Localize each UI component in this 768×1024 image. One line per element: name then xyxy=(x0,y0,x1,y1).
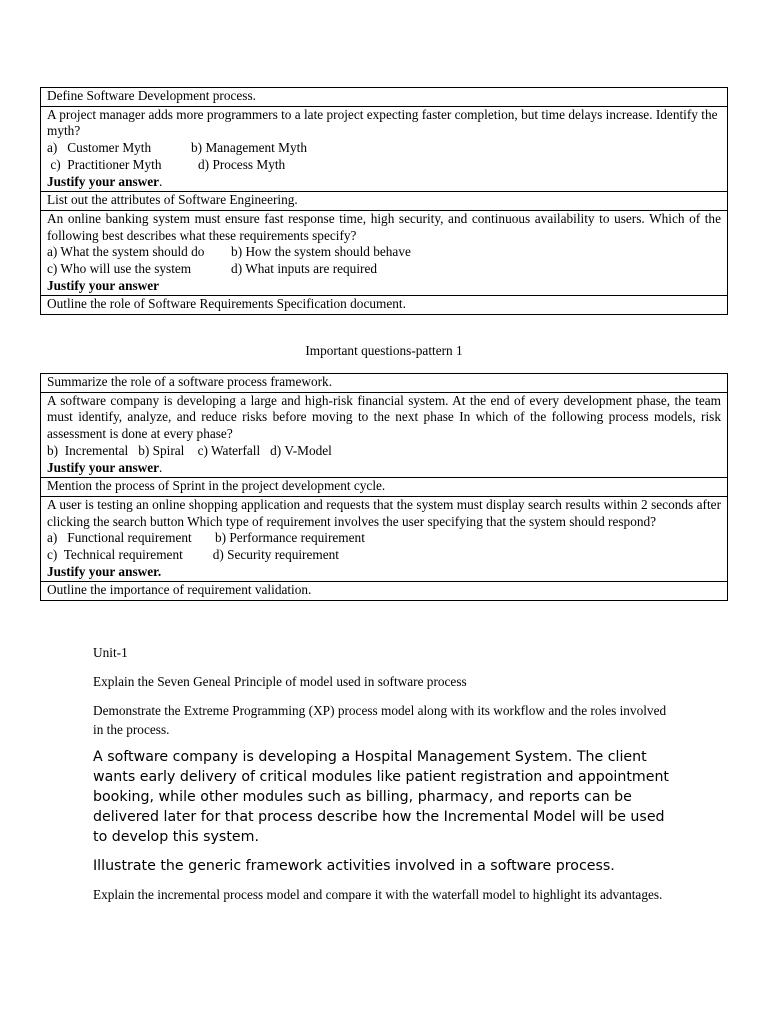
question-cell xyxy=(41,106,728,192)
question-cell: Outline the role of Software Requirements Specification document. xyxy=(41,296,728,315)
unit-question: Illustrate the generic framework activities involved in a software process. xyxy=(93,858,615,874)
table-row xyxy=(41,496,728,582)
question-text: A software company is developing a large and high-risk financial system. At the end of every development phase, the team must identify, analyze, and reduce risks before moving to the next phase In which of the following process models, risk assessment is done at every phase? xyxy=(47,392,721,442)
question-cell: Outline the importance of requirement validation. xyxy=(41,582,728,601)
justify-label: Justify your answer. xyxy=(47,563,162,579)
table-row xyxy=(41,88,728,107)
unit-heading: Unit-1 xyxy=(93,645,128,660)
justify-line xyxy=(47,460,721,477)
question-cell xyxy=(41,392,728,478)
justify-line xyxy=(47,174,721,191)
table-row xyxy=(41,296,728,315)
table-row xyxy=(41,192,728,211)
option-row: a) What the system should do b) How the system should behave xyxy=(47,244,411,260)
option-row: c) Practitioner Myth d) Process Myth xyxy=(47,156,286,172)
table-row xyxy=(41,392,728,478)
question-cell xyxy=(41,496,728,582)
justify-label: Justify your answer xyxy=(47,173,160,189)
unit-question: Demonstrate the Extreme Programming (XP) process model along with its workflow and the roles involved in the process. xyxy=(93,703,667,737)
justify-label: Justify your answer xyxy=(47,277,160,293)
section-caption: Important questions-pattern 1 xyxy=(305,343,463,358)
unit-question: A software company is developing a Hospital Management System. The client wants early delivery of critical modules like patient registration and appointment booking, while other modules such as billing, pharmacy, and reports can be delivered later for that process describe how the Incremental Model will be used to develop this system. xyxy=(93,749,669,845)
question-text: An online banking system must ensure fast response time, high security, and continuous availability to users. Which of the following best describes what these requirements specify? xyxy=(47,210,721,243)
unit-question: Explain the incremental process model and compare it with the waterfall model to highlight its advantages. xyxy=(93,887,663,902)
question-cell: Summarize the role of a software process framework. xyxy=(41,374,728,393)
question-text: A project manager adds more programmers to a late project expecting faster completion, but time delays increase. Identify the myth? xyxy=(47,106,718,139)
question-cell: List out the attributes of Software Engineering. xyxy=(41,192,728,211)
table-row xyxy=(41,210,728,296)
option-row: a) Functional requirement b) Performance requirement xyxy=(47,530,365,546)
option-row: a) Customer Myth b) Management Myth xyxy=(47,140,307,156)
table-row xyxy=(41,582,728,601)
justify-period: . xyxy=(159,173,163,189)
table-row xyxy=(41,478,728,497)
question-text: A user is testing an online shopping application and requests that the system must display search results within 2 seconds after clicking the search button Which type of requirement involves the user specifying that the system should respond? xyxy=(47,496,721,529)
question-table-2 xyxy=(40,373,728,601)
justify-label: Justify your answer xyxy=(47,459,160,475)
question-table-1 xyxy=(40,87,728,315)
table-row xyxy=(41,106,728,192)
option-row: c) Who will use the system d) What inputs are required xyxy=(47,261,378,277)
question-cell xyxy=(41,210,728,296)
justify-period: . xyxy=(159,459,163,475)
question-cell: Mention the process of Sprint in the project development cycle. xyxy=(41,478,728,497)
option-row: b) Incremental b) Spiral c) Waterfall d) V-Model xyxy=(47,442,332,458)
option-row: c) Technical requirement d) Security requirement xyxy=(47,547,339,563)
table-row xyxy=(41,374,728,393)
question-cell: Define Software Development process. xyxy=(41,88,728,107)
unit-question: Explain the Seven Geneal Principle of model used in software process xyxy=(93,674,467,689)
